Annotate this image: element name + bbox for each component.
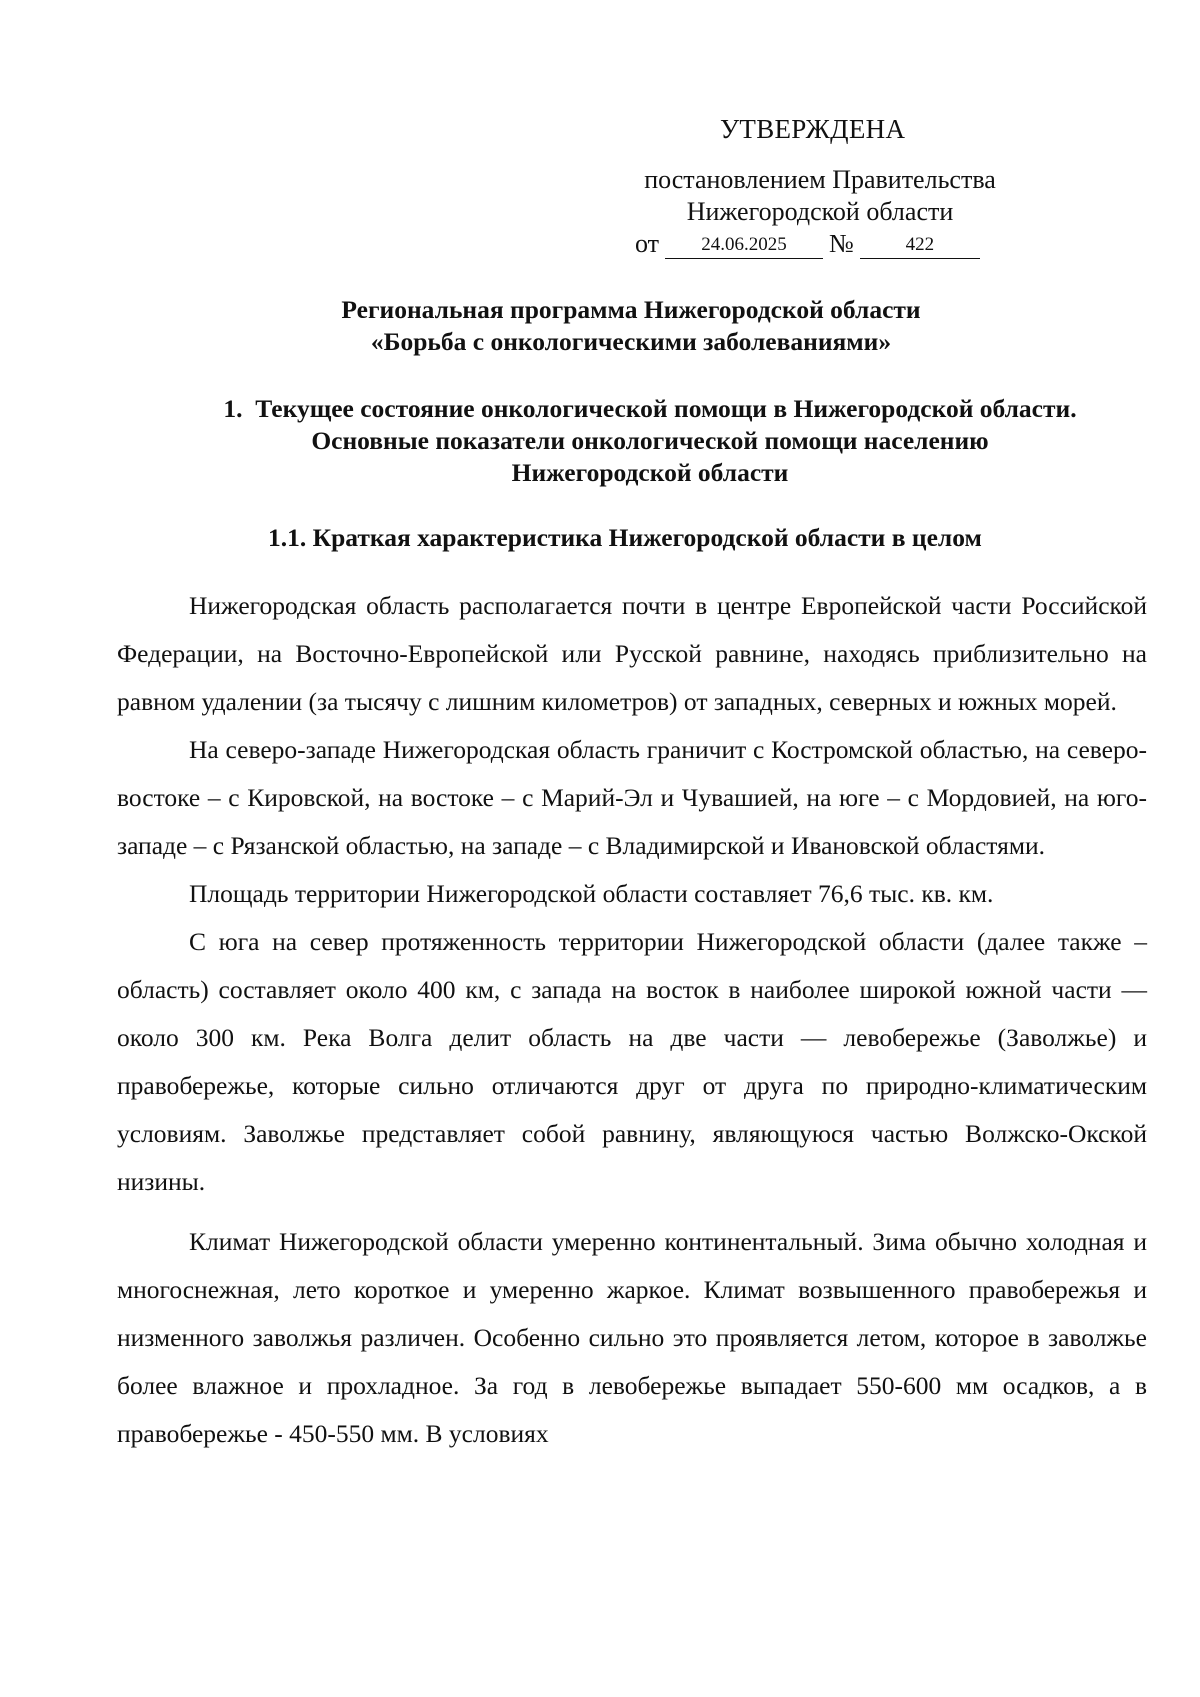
paragraph: Нижегородская область располагается почти в центре Европейской части Российской Федерации, на Восточно-Европейской или Русской равнине, находясь приблизительно на равном удалении (за тысячу с лишним километров) от западных, северных и южных морей. <box>117 591 1147 716</box>
approval-stamp-label: УТВЕРЖДЕНА <box>720 114 906 144</box>
program-title <box>0 294 1200 358</box>
section-title-text1: Текущее состояние онкологической помощи в Нижегородской области. <box>255 394 1077 423</box>
section-number: 1. <box>223 394 243 423</box>
approval-decree-line1: постановлением Правительства <box>644 165 996 194</box>
number-label: № <box>829 229 854 258</box>
section-title <box>170 393 1130 489</box>
section-title-line2: Основные показатели онкологической помощи населению <box>311 426 989 455</box>
approval-decree <box>620 164 1020 228</box>
program-title-line2: «Борьба с онкологическими заболеваниями» <box>370 327 892 356</box>
body-text <box>117 582 1147 1458</box>
approval-reference <box>635 228 980 260</box>
subsection-title: 1.1. Краткая характеристика Нижегородской области в целом <box>268 523 982 552</box>
approval-number: 422 <box>860 232 980 259</box>
section-title-line3: Нижегородской области <box>511 458 789 487</box>
program-title-line1: Региональная программа Нижегородской области <box>341 295 921 324</box>
section-title-line1 <box>170 393 1130 425</box>
paragraph: На северо-западе Нижегородская область граничит с Костромской областью, на северо-востоке – с Кировской, на востоке – с Марий-Эл и Чувашией, на юге – с Мордовией, на юго-западе – с Рязанской областью, на западе – с Владимирской и Ивановской областями. <box>117 735 1147 860</box>
approval-date: 24.06.2025 <box>665 232 823 259</box>
paragraph: Площадь территории Нижегородской области составляет 76,6 тыс. кв. км. <box>189 879 994 908</box>
approval-decree-line2: Нижегородской области <box>686 197 954 226</box>
paragraph: С юга на север протяженность территории Нижегородской области (далее также – область) составляет около 400 км, с запада на восток в наиболее широкой южной части — около 300 км. Река Волга делит область на две части — левобережье (Заволжье) и правобережье, которые сильно отличаются друг от друга по природно-климатическим условиям. Заволжье представляет собой равнину, являющуюся частью Волжско-Окской низины. <box>117 927 1147 1196</box>
paragraph: Климат Нижегородской области умеренно континентальный. Зима обычно холодная и многоснежная, лето короткое и умеренно жаркое. Климат возвышенного правобережья и низменного заволжья различен. Особенно сильно это проявляется летом, которое в заволжье более влажное и прохладное. За год в левобережье выпадает 550-600 мм осадков, а в правобережье - 450-550 мм. В условиях <box>117 1227 1147 1448</box>
from-label: от <box>635 229 660 258</box>
